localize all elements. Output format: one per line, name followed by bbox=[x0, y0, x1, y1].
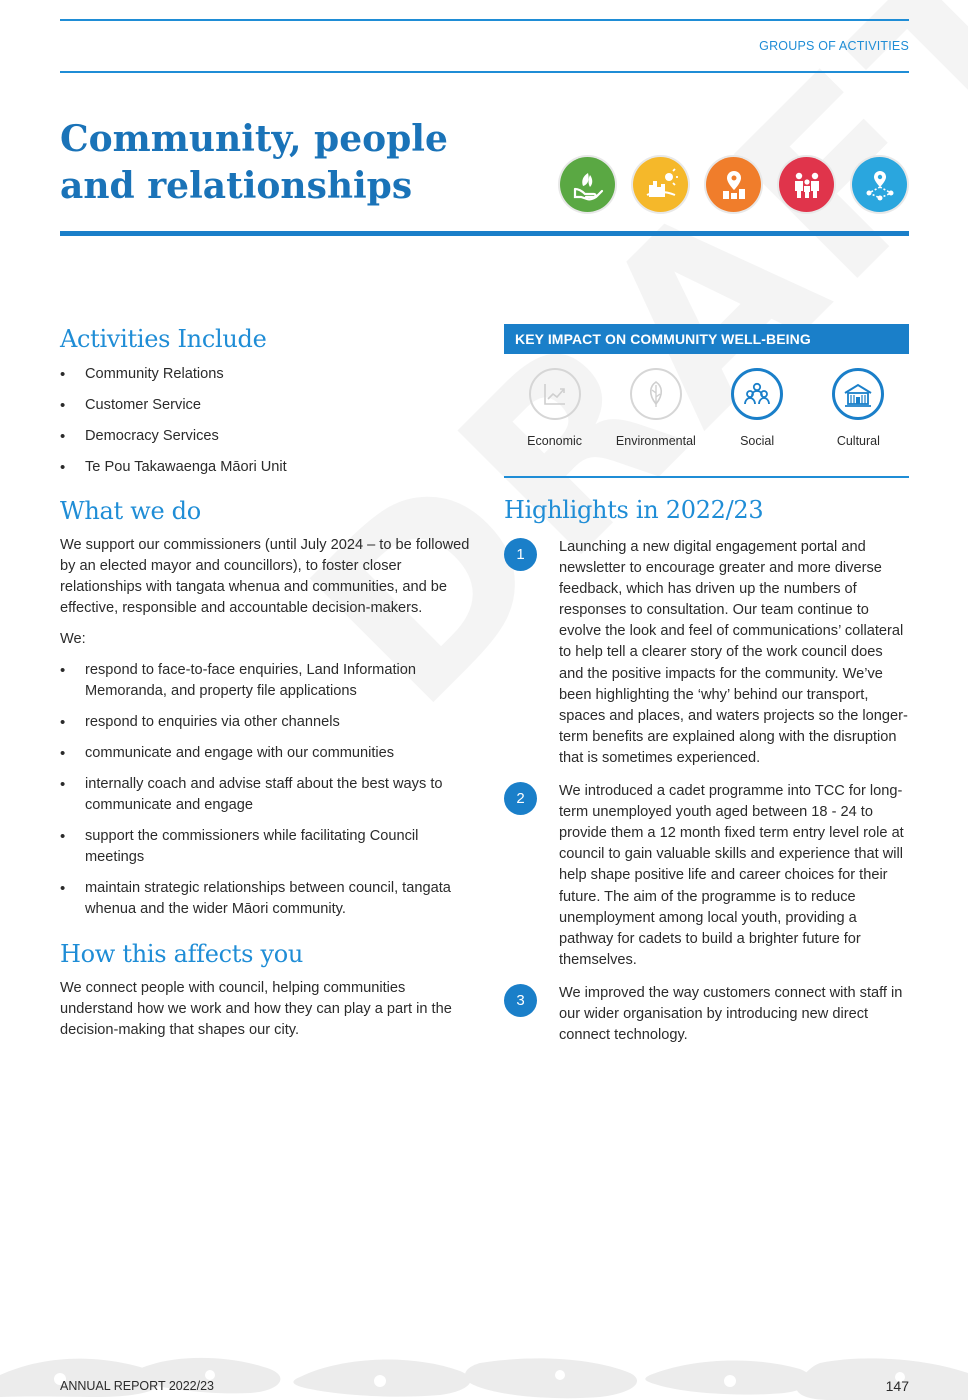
impact-cultural bbox=[813, 368, 903, 476]
chart-icon bbox=[529, 368, 581, 420]
list-item: • Te Pou Takawaenga Māori Unit bbox=[60, 457, 470, 478]
highlight-number: 3 bbox=[504, 984, 537, 1017]
highlight-number: 1 bbox=[504, 538, 537, 571]
people-icon bbox=[731, 368, 783, 420]
page-title: Community, people and relationships bbox=[60, 118, 448, 207]
list-item: • Community Relations bbox=[60, 364, 470, 385]
list-item: • respond to face-to-face enquiries, Land Information Memoranda, and property file applications bbox=[60, 660, 470, 702]
page-number: 147 bbox=[885, 1378, 909, 1394]
left-column bbox=[60, 325, 470, 1041]
footer-report-title: ANNUAL REPORT 2022/23 bbox=[60, 1379, 215, 1393]
location-buildings-icon bbox=[706, 157, 761, 212]
key-impact-heading: KEY IMPACT ON COMMUNITY WELL-BEING bbox=[504, 324, 909, 354]
what-we-do-list bbox=[60, 660, 470, 920]
highlight-text: We improved the way customers connect with staff in our wider organisation by introducing new direct connect technology. bbox=[559, 984, 903, 1044]
marae-icon bbox=[832, 368, 884, 420]
how-affects-heading: How this affects you bbox=[60, 940, 304, 968]
list-item: • maintain strategic relationships between council, tangata whenua and the wider Māori community. bbox=[60, 878, 470, 920]
list-item: • communicate and engage with our communities bbox=[60, 743, 470, 764]
highlight-text: Launching a new digital engagement portal and newsletter to encourage greater and more diverse feedback, which has driven up the numbers of responses to consultation. Our team continue to evolve the look and feel of communications’ collateral to help tell a clearer story of the work council does and the positive impacts for the community. We’ve been highlighting the ‘why’ behind our transport, spaces and places, and waters projects so the longer-term benefits are explained along with the disruption that is sometimes experienced. bbox=[559, 539, 908, 766]
title-rule bbox=[60, 231, 909, 236]
impact-environmental bbox=[611, 368, 701, 476]
list-item: • Democracy Services bbox=[60, 426, 470, 447]
highlight-item bbox=[504, 983, 909, 1046]
activities-list bbox=[60, 364, 470, 478]
highlight-item bbox=[504, 537, 909, 769]
section-tag: GROUPS OF ACTIVITIES bbox=[759, 39, 909, 53]
city-sun-icon bbox=[633, 157, 688, 212]
impact-label: Cultural bbox=[836, 434, 880, 448]
category-icons bbox=[560, 157, 907, 212]
impact-label: Economic bbox=[527, 434, 583, 448]
highlights-list bbox=[504, 537, 909, 1046]
impact-label: Environmental bbox=[615, 434, 696, 448]
family-icon bbox=[779, 157, 834, 212]
list-item: • respond to enquiries via other channels bbox=[60, 712, 470, 733]
impact-label: Social bbox=[740, 434, 775, 448]
impact-social bbox=[712, 368, 802, 476]
impact-icons bbox=[504, 354, 909, 478]
hand-leaf-icon bbox=[560, 157, 615, 212]
activities-heading: Activities Include bbox=[60, 325, 267, 353]
we-label: We: bbox=[60, 631, 86, 647]
header-rule bbox=[60, 71, 909, 73]
top-rule bbox=[60, 19, 909, 21]
what-we-do-heading: What we do bbox=[60, 497, 201, 525]
leaf-icon bbox=[630, 368, 682, 420]
list-item: • support the commissioners while facilitating Council meetings bbox=[60, 826, 470, 868]
what-we-do-intro: We support our commissioners (until July 2024 – to be followed by an elected mayor and councillors), to foster closer relationships with tangata whenua and communities, and be effective, responsible and accountable decision-makers. bbox=[60, 537, 470, 616]
list-item: • Customer Service bbox=[60, 395, 470, 416]
highlight-item bbox=[504, 781, 909, 971]
impact-economic bbox=[510, 368, 600, 476]
list-item: • internally coach and advise staff about the best ways to communicate and engage bbox=[60, 774, 470, 816]
right-column bbox=[504, 324, 909, 1058]
highlights-heading: Highlights in 2022/23 bbox=[504, 496, 764, 524]
highlight-number: 2 bbox=[504, 782, 537, 815]
how-affects-text: We connect people with council, helping communities understand how we work and how they can play a part in the decision-making that shapes our city. bbox=[60, 980, 452, 1038]
map-pin-network-icon bbox=[852, 157, 907, 212]
highlight-text: We introduced a cadet programme into TCC for long-term unemployed youth aged between 18 - 24 to provide them a 12 month fixed term entry level role at council to gain valuable skills and experience that will help shape positive life and career choices for their future. The aim of the programme is to reduce unemployment among local youth, providing a pathway for cadets to build a brighter future for themselves. bbox=[559, 783, 904, 968]
